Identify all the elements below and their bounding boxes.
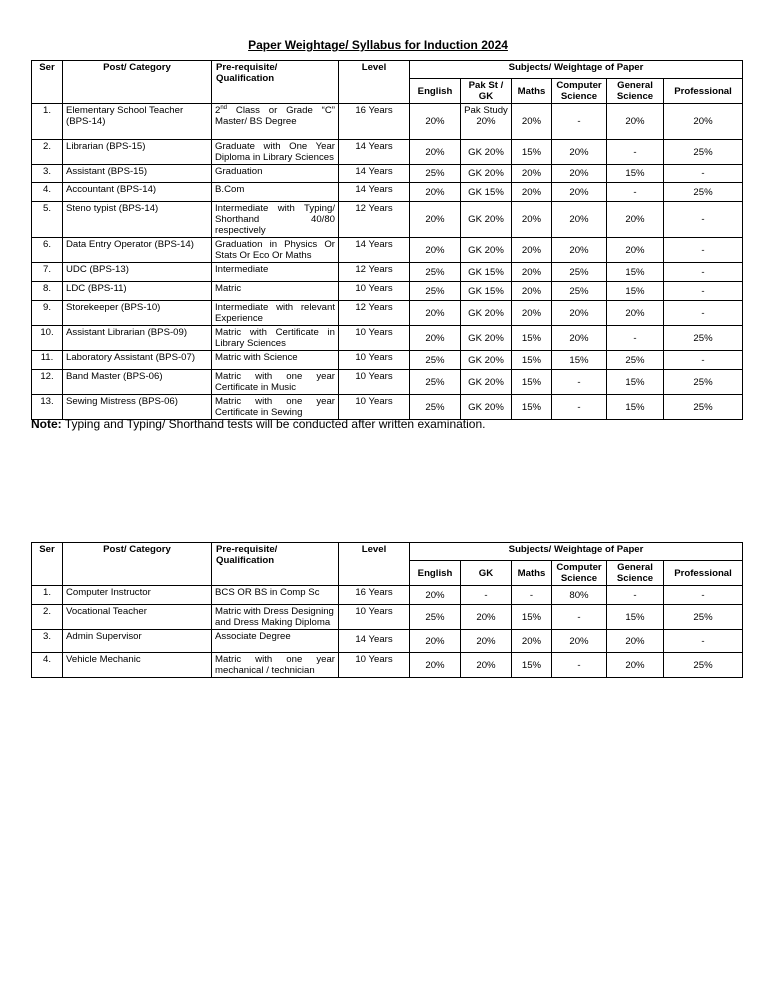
gk-cell: 20% [461, 653, 512, 678]
table-row [32, 351, 743, 370]
table-row [32, 165, 743, 183]
table-row [32, 282, 743, 301]
pakst-cell: GK 20% [461, 202, 512, 238]
prereq-cell: Intermediate with Typing/ Shorthand 40/80 respectively [212, 202, 339, 238]
header-row [32, 543, 743, 561]
pakst-cell: GK 20% [461, 165, 512, 183]
computer-cell: 20% [552, 301, 607, 326]
table-row [32, 326, 743, 351]
general-cell: 15% [607, 165, 664, 183]
general-cell: 15% [607, 282, 664, 301]
pakst-cell: GK 20% [461, 238, 512, 263]
level-header: Level [339, 543, 410, 586]
level-cell: 10 Years [339, 326, 410, 351]
ser-cell: 13. [32, 395, 63, 420]
prereq-header: Pre-requisite/ Qualification [212, 61, 339, 104]
maths-cell: 20% [512, 202, 552, 238]
ser-cell: 7. [32, 263, 63, 282]
table-row [32, 104, 743, 140]
table-row [32, 183, 743, 202]
maths-cell: - [512, 586, 552, 605]
english-cell: 25% [410, 165, 461, 183]
prereq-cell: Matric [212, 282, 339, 301]
general-cell: 20% [607, 202, 664, 238]
post-cell: Librarian (BPS-15) [63, 140, 212, 165]
computer-cell: 15% [552, 351, 607, 370]
computer-cell: - [552, 395, 607, 420]
general-header: General Science [607, 561, 664, 586]
maths-cell: 20% [512, 282, 552, 301]
level-cell: 14 Years [339, 630, 410, 653]
general-cell: 20% [607, 104, 664, 140]
prereq-cell: Associate Degree [212, 630, 339, 653]
ser-cell: 3. [32, 165, 63, 183]
prereq-header: Pre-requisite/ Qualification [212, 543, 339, 586]
post-cell: Assistant (BPS-15) [63, 165, 212, 183]
gk-header: GK [461, 561, 512, 586]
computer-cell: 20% [552, 202, 607, 238]
professional-cell: 25% [664, 183, 743, 202]
table-row [32, 238, 743, 263]
ser-cell: 2. [32, 605, 63, 630]
ser-cell: 1. [32, 586, 63, 605]
prereq-cell: Matric with Science [212, 351, 339, 370]
professional-cell: 20% [664, 104, 743, 140]
level-cell: 12 Years [339, 263, 410, 282]
prereq-cell: Graduation in Physics Or Stats Or Eco Or Maths [212, 238, 339, 263]
english-cell: 25% [410, 282, 461, 301]
general-cell: 20% [607, 630, 664, 653]
general-cell: 15% [607, 395, 664, 420]
gk-cell: 20% [461, 605, 512, 630]
english-cell: 25% [410, 370, 461, 395]
pakst-cell: GK 20% [461, 370, 512, 395]
professional-cell: 25% [664, 370, 743, 395]
english-cell: 25% [410, 605, 461, 630]
table-row [32, 653, 743, 678]
computer-cell: 20% [552, 630, 607, 653]
post-cell: Data Entry Operator (BPS-14) [63, 238, 212, 263]
computer-cell: 80% [552, 586, 607, 605]
weightage-table-main [31, 60, 743, 420]
maths-cell: 20% [512, 183, 552, 202]
computer-cell: - [552, 605, 607, 630]
english-cell: 20% [410, 301, 461, 326]
prereq-cell: Matric with one year Certificate in Music [212, 370, 339, 395]
post-cell: Elementary School Teacher (BPS-14) [63, 104, 212, 140]
maths-cell: 20% [512, 630, 552, 653]
english-cell: 20% [410, 183, 461, 202]
professional-cell: - [664, 301, 743, 326]
ser-cell: 1. [32, 104, 63, 140]
post-cell: Laboratory Assistant (BPS-07) [63, 351, 212, 370]
post-cell: Vehicle Mechanic [63, 653, 212, 678]
english-cell: 25% [410, 263, 461, 282]
english-cell: 20% [410, 630, 461, 653]
prereq-cell: Matric with one year mechanical / technician [212, 653, 339, 678]
computer-cell: 25% [552, 263, 607, 282]
level-cell: 10 Years [339, 370, 410, 395]
prereq-cell: 2nd Class or Grade “C” Master/ BS Degree [212, 104, 339, 140]
professional-cell: 25% [664, 395, 743, 420]
level-cell: 10 Years [339, 605, 410, 630]
table-row [32, 301, 743, 326]
pakst-cell: GK 20% [461, 351, 512, 370]
post-header: Post/ Category [63, 61, 212, 104]
maths-cell: 15% [512, 351, 552, 370]
pakst-cell: GK 15% [461, 263, 512, 282]
computer-header: Computer Science [552, 561, 607, 586]
pakst-cell: GK 20% [461, 326, 512, 351]
general-cell: 25% [607, 351, 664, 370]
computer-cell: 20% [552, 183, 607, 202]
note-text: Typing and Typing/ Shorthand tests will be conducted after written examination. [61, 417, 486, 431]
english-cell: 20% [410, 326, 461, 351]
table-row [32, 370, 743, 395]
ser-header: Ser [32, 543, 63, 586]
table-row [32, 630, 743, 653]
post-cell: UDC (BPS-13) [63, 263, 212, 282]
professional-cell: 25% [664, 326, 743, 351]
exam-note [31, 417, 485, 431]
pakst-header: Pak St / GK [461, 79, 512, 104]
ser-header: Ser [32, 61, 63, 104]
ser-cell: 2. [32, 140, 63, 165]
english-cell: 20% [410, 140, 461, 165]
pakst-cell: Pak Study 20% [461, 104, 512, 140]
note-label: Note: [31, 417, 62, 431]
level-cell: 10 Years [339, 653, 410, 678]
ser-cell: 4. [32, 653, 63, 678]
professional-cell: 25% [664, 140, 743, 165]
computer-cell: 20% [552, 238, 607, 263]
professional-cell: - [664, 165, 743, 183]
english-header: English [410, 561, 461, 586]
pakst-cell: GK 20% [461, 301, 512, 326]
post-cell: Accountant (BPS-14) [63, 183, 212, 202]
gk-cell: - [461, 586, 512, 605]
post-cell: Band Master (BPS-06) [63, 370, 212, 395]
english-cell: 25% [410, 395, 461, 420]
professional-cell: - [664, 282, 743, 301]
maths-cell: 20% [512, 263, 552, 282]
table-row [32, 605, 743, 630]
post-cell: Steno typist (BPS-14) [63, 202, 212, 238]
professional-cell: - [664, 351, 743, 370]
pakst-cell: GK 15% [461, 282, 512, 301]
general-cell: 15% [607, 605, 664, 630]
general-cell: - [607, 586, 664, 605]
level-cell: 14 Years [339, 238, 410, 263]
ser-cell: 5. [32, 202, 63, 238]
level-cell: 16 Years [339, 586, 410, 605]
general-cell: 20% [607, 653, 664, 678]
ser-cell: 9. [32, 301, 63, 326]
level-cell: 10 Years [339, 395, 410, 420]
computer-header: Computer Science [552, 79, 607, 104]
table-row [32, 140, 743, 165]
ser-cell: 3. [32, 630, 63, 653]
post-header: Post/ Category [63, 543, 212, 586]
prereq-cell: Graduation [212, 165, 339, 183]
general-cell: - [607, 183, 664, 202]
prereq-cell: Matric with Dress Designing and Dress Making Diploma [212, 605, 339, 630]
maths-cell: 15% [512, 395, 552, 420]
level-cell: 12 Years [339, 301, 410, 326]
maths-cell: 20% [512, 301, 552, 326]
ser-cell: 6. [32, 238, 63, 263]
professional-cell: - [664, 630, 743, 653]
professional-cell: - [664, 263, 743, 282]
level-cell: 14 Years [339, 165, 410, 183]
table-row [32, 202, 743, 238]
general-header: General Science [607, 79, 664, 104]
english-cell: 20% [410, 586, 461, 605]
english-cell: 20% [410, 202, 461, 238]
ser-cell: 4. [32, 183, 63, 202]
post-cell: LDC (BPS-11) [63, 282, 212, 301]
computer-cell: - [552, 653, 607, 678]
professional-header: Professional [664, 561, 743, 586]
english-header: English [410, 79, 461, 104]
subjects-header: Subjects/ Weightage of Paper [410, 61, 743, 79]
pakst-cell: GK 20% [461, 140, 512, 165]
general-cell: - [607, 326, 664, 351]
ser-cell: 12. [32, 370, 63, 395]
computer-cell: 20% [552, 140, 607, 165]
level-cell: 12 Years [339, 202, 410, 238]
level-cell: 14 Years [339, 140, 410, 165]
general-cell: 20% [607, 301, 664, 326]
page-title: Paper Weightage/ Syllabus for Induction 2024 [248, 38, 508, 52]
ser-cell: 10. [32, 326, 63, 351]
professional-cell: 25% [664, 605, 743, 630]
header-row [32, 61, 743, 79]
english-cell: 20% [410, 238, 461, 263]
post-cell: Storekeeper (BPS-10) [63, 301, 212, 326]
professional-cell: - [664, 586, 743, 605]
maths-cell: 15% [512, 140, 552, 165]
level-cell: 16 Years [339, 104, 410, 140]
gk-cell: 20% [461, 630, 512, 653]
computer-cell: 20% [552, 165, 607, 183]
table-row [32, 586, 743, 605]
english-cell: 20% [410, 104, 461, 140]
table-row [32, 395, 743, 420]
pakst-cell: GK 20% [461, 395, 512, 420]
table-row [32, 263, 743, 282]
prereq-cell: Matric with one year Certificate in Sewing [212, 395, 339, 420]
ser-cell: 8. [32, 282, 63, 301]
professional-cell: - [664, 238, 743, 263]
prereq-cell: BCS OR BS in Comp Sc [212, 586, 339, 605]
maths-cell: 15% [512, 370, 552, 395]
subjects-header: Subjects/ Weightage of Paper [410, 543, 743, 561]
prereq-cell: Intermediate with relevant Experience [212, 301, 339, 326]
computer-cell: 20% [552, 326, 607, 351]
professional-cell: 25% [664, 653, 743, 678]
english-cell: 25% [410, 351, 461, 370]
maths-header: Maths [512, 561, 552, 586]
maths-cell: 20% [512, 238, 552, 263]
pakst-cell: GK 15% [461, 183, 512, 202]
professional-header: Professional [664, 79, 743, 104]
post-cell: Sewing Mistress (BPS-06) [63, 395, 212, 420]
maths-header: Maths [512, 79, 552, 104]
maths-cell: 15% [512, 605, 552, 630]
maths-cell: 20% [512, 104, 552, 140]
post-cell: Computer Instructor [63, 586, 212, 605]
level-cell: 10 Years [339, 282, 410, 301]
post-cell: Admin Supervisor [63, 630, 212, 653]
prereq-cell: B.Com [212, 183, 339, 202]
maths-cell: 15% [512, 653, 552, 678]
level-cell: 10 Years [339, 351, 410, 370]
professional-cell: - [664, 202, 743, 238]
general-cell: - [607, 140, 664, 165]
computer-cell: - [552, 370, 607, 395]
prereq-cell: Graduate with One Year Diploma in Library Sciences [212, 140, 339, 165]
maths-cell: 15% [512, 326, 552, 351]
computer-cell: - [552, 104, 607, 140]
computer-cell: 25% [552, 282, 607, 301]
maths-cell: 20% [512, 165, 552, 183]
level-header: Level [339, 61, 410, 104]
general-cell: 15% [607, 370, 664, 395]
level-cell: 14 Years [339, 183, 410, 202]
ser-cell: 11. [32, 351, 63, 370]
prereq-cell: Intermediate [212, 263, 339, 282]
post-cell: Vocational Teacher [63, 605, 212, 630]
weightage-table-additional [31, 542, 743, 678]
general-cell: 15% [607, 263, 664, 282]
general-cell: 20% [607, 238, 664, 263]
prereq-cell: Matric with Certificate in Library Sciences [212, 326, 339, 351]
post-cell: Assistant Librarian (BPS-09) [63, 326, 212, 351]
english-cell: 20% [410, 653, 461, 678]
